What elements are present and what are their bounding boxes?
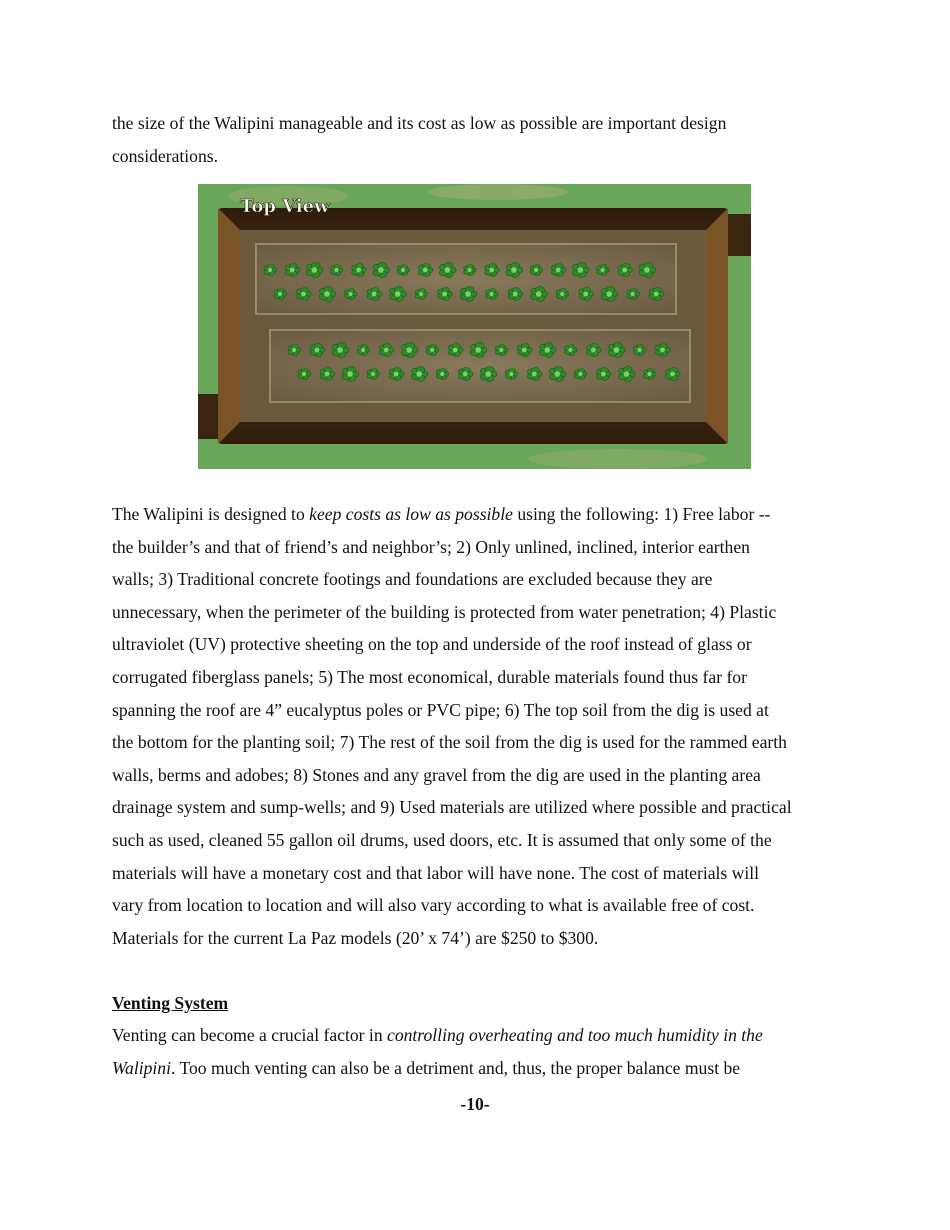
cost-line: unnecessary, when the perimeter of the building is protected from water penetration; 4) Plastic xyxy=(112,601,777,622)
cost-line-1-post: using the following: 1) Free labor -- xyxy=(512,504,771,524)
cost-line: drainage system and sump-wells; and 9) Used materials are utilized where possible and practical xyxy=(112,797,792,818)
top-view-illustration xyxy=(198,184,751,469)
cost-line: Materials for the current La Paz models (20’ x 74’) are $250 to $300. xyxy=(112,927,599,948)
venting-line-1-pre: Venting can become a crucial factor in xyxy=(112,1025,388,1045)
cost-paragraph xyxy=(112,498,852,954)
cost-line-1-emphasis: keep costs as low as possible xyxy=(309,504,513,524)
intro-line-1: the size of the Walipini manageable and its cost as low as possible are important design xyxy=(112,113,727,133)
cost-line: such as used, cleaned 55 gallon oil drums, used doors, etc. It is assumed that only some of the xyxy=(112,829,772,850)
cost-line: spanning the roof are 4” eucalyptus poles or PVC pipe; 6) The top soil from the dig is used at xyxy=(112,699,769,720)
cost-line: the builder’s and that of friend’s and neighbor’s; 2) Only unlined, inclined, interior earthen xyxy=(112,536,750,557)
venting-line-1-emphasis: controlling overheating and too much humidity in the xyxy=(387,1025,763,1045)
cost-line: walls, berms and adobes; 8) Stones and any gravel from the dig are used in the planting area xyxy=(112,764,761,785)
cost-line-1 xyxy=(112,498,852,531)
planting-bed-2 xyxy=(270,330,690,402)
top-view-label: Top View xyxy=(240,196,330,217)
cost-line: ultraviolet (UV) protective sheeting on the top and underside of the roof instead of glass or xyxy=(112,634,752,655)
cost-line-1-pre: The Walipini is designed to xyxy=(112,504,310,524)
venting-line-1 xyxy=(112,1019,852,1052)
venting-line-2-post: . Too much venting can also be a detriment and, thus, the proper balance must be xyxy=(170,1057,741,1078)
venting-line-2-emphasis: Walipini xyxy=(112,1057,171,1078)
planting-bed-1 xyxy=(256,244,676,314)
walipini-top-view-figure xyxy=(198,184,751,469)
cost-line: materials will have a monetary cost and that labor will have none. The cost of materials will xyxy=(112,862,760,883)
cost-line: the bottom for the planting soil; 7) The rest of the soil from the dig is used for the rammed earth xyxy=(112,732,787,753)
venting-line-2 xyxy=(112,1052,852,1085)
intro-line-2: considerations. xyxy=(112,145,219,166)
cost-line: vary from location to location and will also vary according to what is available free of cost. xyxy=(112,895,755,916)
cost-line: corrugated fiberglass panels; 5) The most economical, durable materials found thus far for xyxy=(112,666,747,687)
intro-paragraph xyxy=(112,107,852,172)
venting-system-heading: Venting System xyxy=(112,993,229,1013)
venting-paragraph xyxy=(112,1019,852,1084)
cost-line: walls; 3) Traditional concrete footings and foundations are excluded because they are xyxy=(112,569,713,590)
page-number: -10- xyxy=(460,1094,490,1114)
